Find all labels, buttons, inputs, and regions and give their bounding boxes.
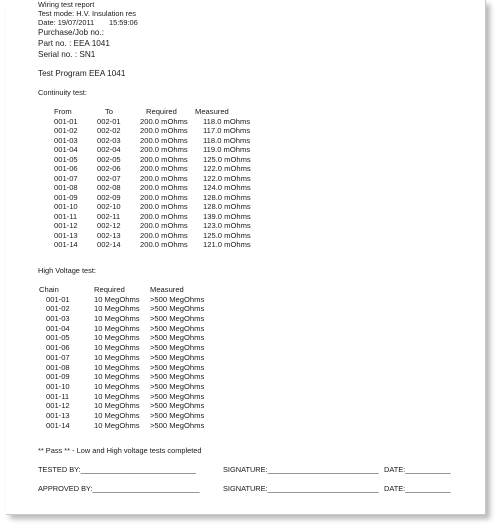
cell-required: 10 MegOhms (94, 333, 140, 343)
cell-to: 002-03 (97, 135, 121, 145)
cell-required: 200.0 mOhms (140, 164, 188, 173)
signature-field-1: SIGNATURE:___________________________ (223, 465, 379, 474)
cell-to: 002-06 (97, 164, 121, 173)
cell-required: 200.0 mOhms (140, 145, 188, 154)
cell-chain: 001-06 (46, 343, 70, 353)
cell-to: 002-13 (97, 230, 121, 240)
cell-required: 200.0 mOhms (140, 211, 188, 221)
cell-measured: 125.0 mOhms (203, 154, 251, 164)
cell-required: 200.0 mOhms (140, 192, 188, 202)
cell-required: 10 MegOhms (94, 323, 140, 333)
cell-to: 002-10 (97, 202, 121, 211)
cell-required: 200.0 mOhms (140, 173, 188, 183)
cell-required: 10 MegOhms (94, 314, 140, 324)
cell-chain: 001-07 (46, 352, 70, 362)
cell-measured: 118.0 mOhms (203, 116, 251, 126)
cell-chain: 001-03 (46, 314, 70, 324)
cell-from: 001-07 (54, 173, 78, 183)
cell-chain: 001-02 (46, 304, 70, 314)
cell-required: 200.0 mOhms (140, 240, 188, 249)
cell-measured: >500 MegOhms (150, 362, 205, 372)
cell-measured: >500 MegOhms (150, 333, 205, 343)
cell-measured: 121.0 mOhms (203, 240, 251, 249)
cell-measured: >500 MegOhms (150, 294, 205, 304)
cell-to: 002-14 (97, 240, 121, 249)
cell-from: 001-08 (54, 183, 78, 192)
test-mode: Test mode: H.V. Insulation res (38, 9, 136, 18)
cell-required: 200.0 mOhms (140, 135, 188, 145)
continuity-heading: Continuity test: (38, 88, 87, 97)
cell-to: 002-07 (97, 173, 121, 183)
cell-to: 002-12 (97, 221, 121, 230)
cell-chain: 001-04 (46, 323, 70, 333)
cell-measured: 123.0 mOhms (203, 221, 251, 230)
cell-from: 001-14 (54, 240, 78, 249)
cell-required: 10 MegOhms (94, 372, 140, 382)
cell-chain: 001-08 (46, 362, 70, 372)
cell-required: 200.0 mOhms (140, 183, 188, 192)
column-header-required: Required (146, 107, 177, 116)
cell-measured: 119.0 mOhms (203, 145, 251, 154)
cell-to: 002-11 (97, 211, 121, 221)
cell-measured: >500 MegOhms (150, 314, 205, 324)
purchase-job-number: Purchase/Job no.: (38, 28, 104, 37)
cell-measured: 117.0 mOhms (203, 126, 251, 135)
cell-to: 002-04 (97, 145, 121, 154)
signature-field-2: SIGNATURE:___________________________ (223, 484, 379, 493)
high-voltage-heading: High Voltage test: (38, 266, 96, 275)
cell-from: 001-10 (54, 202, 78, 211)
cell-from: 001-09 (54, 192, 78, 202)
approved-by-field: APPROVED BY:__________________________ (38, 484, 200, 493)
cell-required: 10 MegOhms (94, 420, 140, 430)
cell-from: 001-01 (54, 116, 78, 126)
cell-required: 10 MegOhms (94, 294, 140, 304)
column-header-measured: Measured (150, 285, 184, 294)
cell-measured: >500 MegOhms (150, 420, 205, 430)
cell-measured: >500 MegOhms (150, 381, 205, 391)
cell-from: 001-13 (54, 230, 78, 240)
cell-measured: >500 MegOhms (150, 352, 205, 362)
cell-required: 200.0 mOhms (140, 154, 188, 164)
cell-chain: 001-09 (46, 372, 70, 382)
cell-required: 10 MegOhms (94, 391, 140, 401)
cell-required: 200.0 mOhms (140, 116, 188, 126)
cell-to: 002-02 (97, 126, 121, 135)
cell-measured: 128.0 mOhms (203, 192, 251, 202)
cell-from: 001-03 (54, 135, 78, 145)
cell-required: 200.0 mOhms (140, 230, 188, 240)
cell-chain: 001-14 (46, 420, 70, 430)
cell-measured: >500 MegOhms (150, 323, 205, 333)
cell-required: 200.0 mOhms (140, 202, 188, 211)
column-header-to: To (105, 107, 114, 116)
cell-measured: 125.0 mOhms (203, 230, 251, 240)
cell-measured: >500 MegOhms (150, 391, 205, 401)
cell-chain: 001-12 (46, 401, 70, 411)
cell-required: 200.0 mOhms (140, 126, 188, 135)
report-date: Date: 19/07/2011 (38, 18, 95, 27)
cell-measured: 124.0 mOhms (203, 183, 251, 192)
part-number: Part no. : EEA 1041 (38, 39, 110, 48)
cell-required: 10 MegOhms (94, 304, 140, 314)
cell-required: 10 MegOhms (94, 352, 140, 362)
tested-by-field: TESTED BY:____________________________ (38, 465, 196, 474)
cell-measured: 128.0 mOhms (203, 202, 251, 211)
column-header-from: From (54, 107, 72, 116)
report-title: Wiring test report (38, 0, 95, 9)
cell-to: 002-09 (97, 192, 121, 202)
cell-chain: 001-11 (46, 391, 70, 401)
cell-from: 001-05 (54, 154, 78, 164)
cell-to: 002-01 (97, 116, 121, 126)
column-header-chain: Chain (39, 285, 59, 294)
cell-measured: >500 MegOhms (150, 372, 205, 382)
cell-chain: 001-13 (46, 410, 70, 420)
report-time: 15:59:06 (109, 18, 138, 27)
cell-measured: >500 MegOhms (150, 343, 205, 353)
cell-chain: 001-05 (46, 333, 70, 343)
cell-measured: 122.0 mOhms (203, 173, 251, 183)
test-result: ** Pass ** - Low and High voltage tests completed (38, 446, 202, 455)
report-page (6, 0, 486, 515)
cell-from: 001-06 (54, 164, 78, 173)
cell-chain: 001-01 (46, 294, 70, 304)
serial-number: Serial no. : SN1 (38, 50, 96, 59)
cell-required: 10 MegOhms (94, 401, 140, 411)
cell-required: 10 MegOhms (94, 343, 140, 353)
cell-required: 10 MegOhms (94, 381, 140, 391)
cell-from: 001-12 (54, 221, 78, 230)
cell-measured: 122.0 mOhms (203, 164, 251, 173)
cell-measured: >500 MegOhms (150, 410, 205, 420)
date-field-1: DATE:___________ (384, 465, 451, 474)
column-header-required: Required (94, 285, 125, 294)
cell-to: 002-08 (97, 183, 121, 192)
cell-measured: >500 MegOhms (150, 304, 205, 314)
cell-required: 10 MegOhms (94, 362, 140, 372)
cell-from: 001-11 (54, 211, 78, 221)
cell-from: 001-04 (54, 145, 78, 154)
date-field-2: DATE:___________ (384, 484, 451, 493)
cell-measured: 118.0 mOhms (203, 135, 251, 145)
cell-chain: 001-10 (46, 381, 70, 391)
column-header-measured: Measured (195, 107, 229, 116)
cell-from: 001-02 (54, 126, 78, 135)
cell-measured: >500 MegOhms (150, 401, 205, 411)
cell-required: 10 MegOhms (94, 410, 140, 420)
cell-to: 002-05 (97, 154, 121, 164)
cell-required: 200.0 mOhms (140, 221, 188, 230)
cell-measured: 139.0 mOhms (203, 211, 251, 221)
test-program: Test Program EEA 1041 (38, 69, 126, 78)
